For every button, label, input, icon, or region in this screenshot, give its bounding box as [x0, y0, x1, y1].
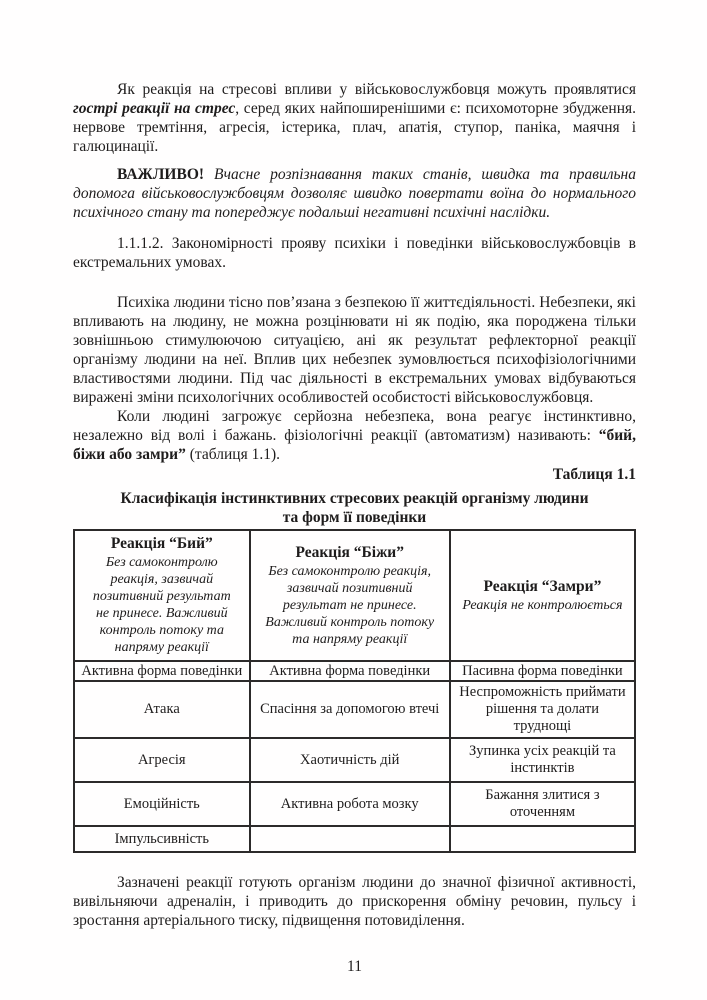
section-heading: 1.1.1.2. Закономірності прояву психіки і поведінки військовослужбовців в екстремальних умовах.: [73, 235, 636, 271]
table-cell: Зупинка усіх реакцій та інстинктів: [450, 738, 635, 782]
table-cell: Хаотичність дій: [250, 738, 450, 782]
page-number: 11: [347, 958, 362, 975]
table-cell: Бажання злитися з оточенням: [450, 782, 635, 826]
table-cell: Активна робота мозку: [250, 782, 450, 826]
paragraph-text: (таблиця 1.1).: [185, 446, 280, 463]
empty-cell: [450, 826, 635, 852]
table-cell: Атака: [74, 681, 250, 738]
paragraph-instinctive-reactions: [73, 407, 636, 464]
paragraph-closing: Зазначені реакції готують організм людини до значної фізичної активності, вивільняючи адреналін, і приводить до прискорення обміну речовин, пульсу і зростання артеріального тиску, підвищення потовиділення.: [73, 874, 636, 929]
table-header-row: [74, 530, 635, 661]
header-cell-fight: [74, 530, 250, 661]
important-label: ВАЖЛИВО!: [117, 166, 205, 183]
header-title-freeze: Реакція “Замри”: [483, 577, 602, 595]
table-row: [74, 681, 635, 738]
paragraph-psyche-safety: Психіка людини тісно пов’язана з безпекою її життєдіяльності. Небезпеки, які впливають на людину, не можна розцінювати ні як подію, яка породжена тільки зовнішньою стимулюючою ситуацією, ані як результат рефлекторної реакції організму людини на неї. Вплив цих небезпек зумовлюється психофізіологічними властивостями людини. Під час діяльності в екстремальних умовах відбуваються виражені зміни психологічних особливостей особистості військовослужбовця.: [73, 294, 636, 406]
table-cell: Агресія: [74, 738, 250, 782]
table-row: [74, 782, 635, 826]
table-caption-line1: Класифікація інстинктивних стресових реакцій організму людини: [120, 490, 589, 507]
table-cell: Неспроможність приймати рішення та долати труднощі: [450, 681, 635, 738]
table-caption-line2: та форм її поведінки: [282, 509, 427, 526]
header-cell-freeze: [450, 530, 635, 661]
fight-flight-freeze-term: “бий, біжи або замри”: [73, 427, 636, 463]
header-desc-fight: Без самоконтролю реакція, зазвичай позитивний результат не принесе. Важливий контроль потоку та напряму реакції: [92, 555, 231, 655]
table-cell: Емоційність: [74, 782, 250, 826]
stress-reactions-table: [73, 529, 636, 853]
paragraph-text: Як реакція на стресові впливи у військовослужбовця можуть проявлятися: [117, 81, 636, 98]
header-desc-flight: Без самоконтролю реакція, зазвичай позитивний результат не принесе. Важливий контроль потоку та напряму реакції: [265, 563, 435, 647]
table-caption: [73, 489, 636, 527]
acute-stress-reactions-term: гострі реакції на стрес: [73, 100, 236, 117]
page-content: [73, 80, 636, 976]
table-cell: Імпульсивність: [74, 826, 250, 852]
paragraph-stress-reactions: [73, 80, 636, 156]
paragraph-text: , серед яких найпоширенішими є: психомоторне збудження. нервове тремтіння, агресія, істерика, плач, апатія, ступор, паніка, маячня і галюцинації.: [73, 100, 636, 155]
header-cell-flight: [250, 530, 450, 661]
header-desc-freeze: Реакція не контролюється: [462, 597, 623, 613]
header-title-flight: Реакція “Біжи”: [295, 543, 404, 561]
table-row: [74, 826, 635, 852]
header-title-fight: Реакція “Бий”: [110, 535, 213, 552]
table-cell: Спасіння за допомогою втечі: [250, 681, 450, 738]
empty-cell: [250, 826, 450, 852]
table-row: [74, 738, 635, 782]
table-cell: Пасивна форма поведінки: [450, 661, 635, 681]
paragraph-text: Коли людині загрожує серйозна небезпека, вона реагує інстинктивно, незалежно від волі і бажань. фізіологічні реакції (автоматизм) називають:: [73, 408, 636, 444]
table-cell: Активна форма поведінки: [250, 661, 450, 681]
table-label: Таблиця 1.1: [552, 466, 636, 483]
important-text: Вчасне розпізнавання таких станів, швидка та правильна допомога військовослужбовцям дозволяє швидко повертати воїна до нормального психічного стану та попереджує подальші негативні психічні наслідки.: [73, 166, 636, 221]
table-cell: Активна форма поведінки: [74, 661, 250, 681]
table-row: [74, 661, 635, 681]
important-note: [73, 165, 636, 222]
